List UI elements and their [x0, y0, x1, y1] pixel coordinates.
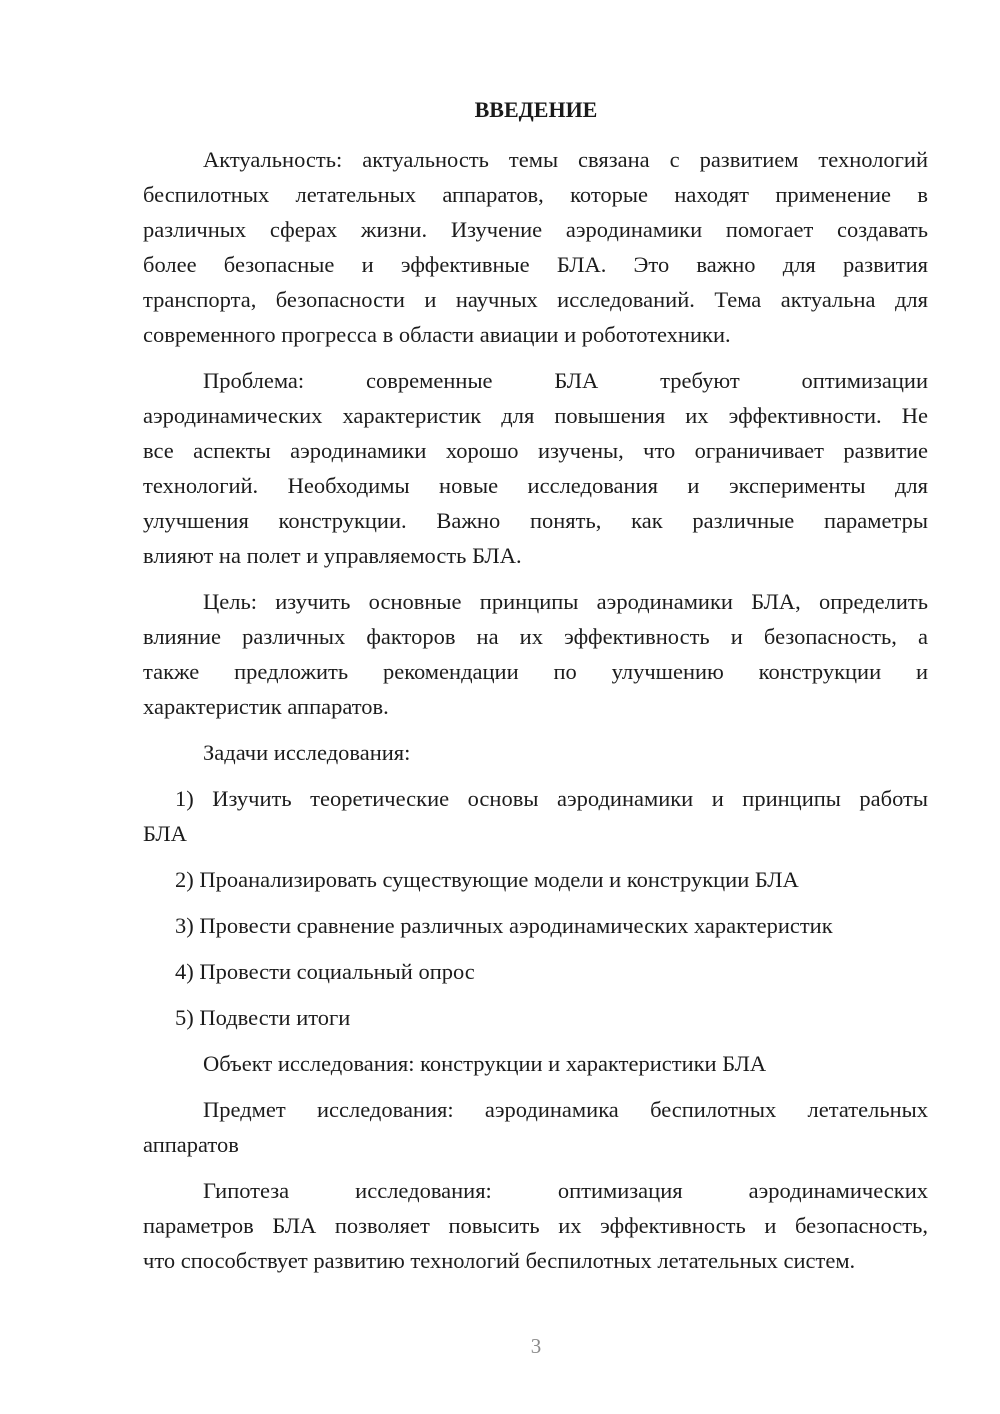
text-line: БЛА: [143, 821, 187, 846]
text-line: более безопасные и эффективные БЛА. Это важно для развития: [143, 252, 928, 277]
text-line: влияние различных факторов на их эффективность и безопасность, а: [143, 624, 928, 649]
text-line: Гипотеза исследования: оптимизация аэродинамических: [203, 1178, 928, 1203]
text-line: характеристик аппаратов.: [143, 694, 389, 719]
text-line: 3) Провести сравнение различных аэродинамических характеристик: [175, 913, 833, 938]
page-number: 3: [530, 1334, 542, 1358]
text-line: Предмет исследования: аэродинамика беспилотных летательных: [203, 1097, 928, 1122]
text-line: аэродинамических характеристик для повышения их эффективности. Не: [143, 403, 928, 428]
text-line: 5) Подвести итоги: [175, 1005, 351, 1030]
text-line: различных сферах жизни. Изучение аэродинамики помогает создавать: [143, 217, 928, 242]
text-line: параметров БЛА позволяет повысить их эффективность и безопасность,: [143, 1213, 928, 1238]
text-line: Цель: изучить основные принципы аэродинамики БЛА, определить: [203, 589, 928, 614]
text-line: улучшения конструкции. Важно понять, как различные параметры: [143, 508, 928, 533]
text-line: 2) Проанализировать существующие модели и конструкции БЛА: [175, 867, 799, 892]
text-line: все аспекты аэродинамики хорошо изучены, что ограничивает развитие: [143, 438, 928, 463]
text-line: также предложить рекомендации по улучшению конструкции и: [143, 659, 928, 684]
text-line: аппаратов: [143, 1132, 239, 1157]
text-line: влияют на полет и управляемость БЛА.: [143, 543, 522, 568]
text-line: 1) Изучить теоретические основы аэродинамики и принципы работы: [175, 786, 928, 811]
section-title: ВВЕДЕНИЕ: [474, 97, 598, 122]
text-line: беспилотных летательных аппаратов, которые находят применение в: [143, 182, 928, 207]
text-line: транспорта, безопасности и научных исследований. Тема актуальна для: [143, 287, 928, 312]
text-line: технологий. Необходимы новые исследования и эксперименты для: [143, 473, 928, 498]
text-line: Проблема: современные БЛА требуют оптимизации: [203, 368, 928, 393]
text-line: Задачи исследования:: [203, 740, 411, 765]
text-line: Актуальность: актуальность темы связана с развитием технологий: [203, 147, 928, 172]
text-line: современного прогресса в области авиации и робототехники.: [143, 322, 731, 347]
text-line: что способствует развитию технологий беспилотных летательных систем.: [143, 1248, 856, 1273]
text-line: 4) Провести социальный опрос: [175, 959, 475, 984]
text-line: Объект исследования: конструкции и характеристики БЛА: [203, 1051, 767, 1076]
